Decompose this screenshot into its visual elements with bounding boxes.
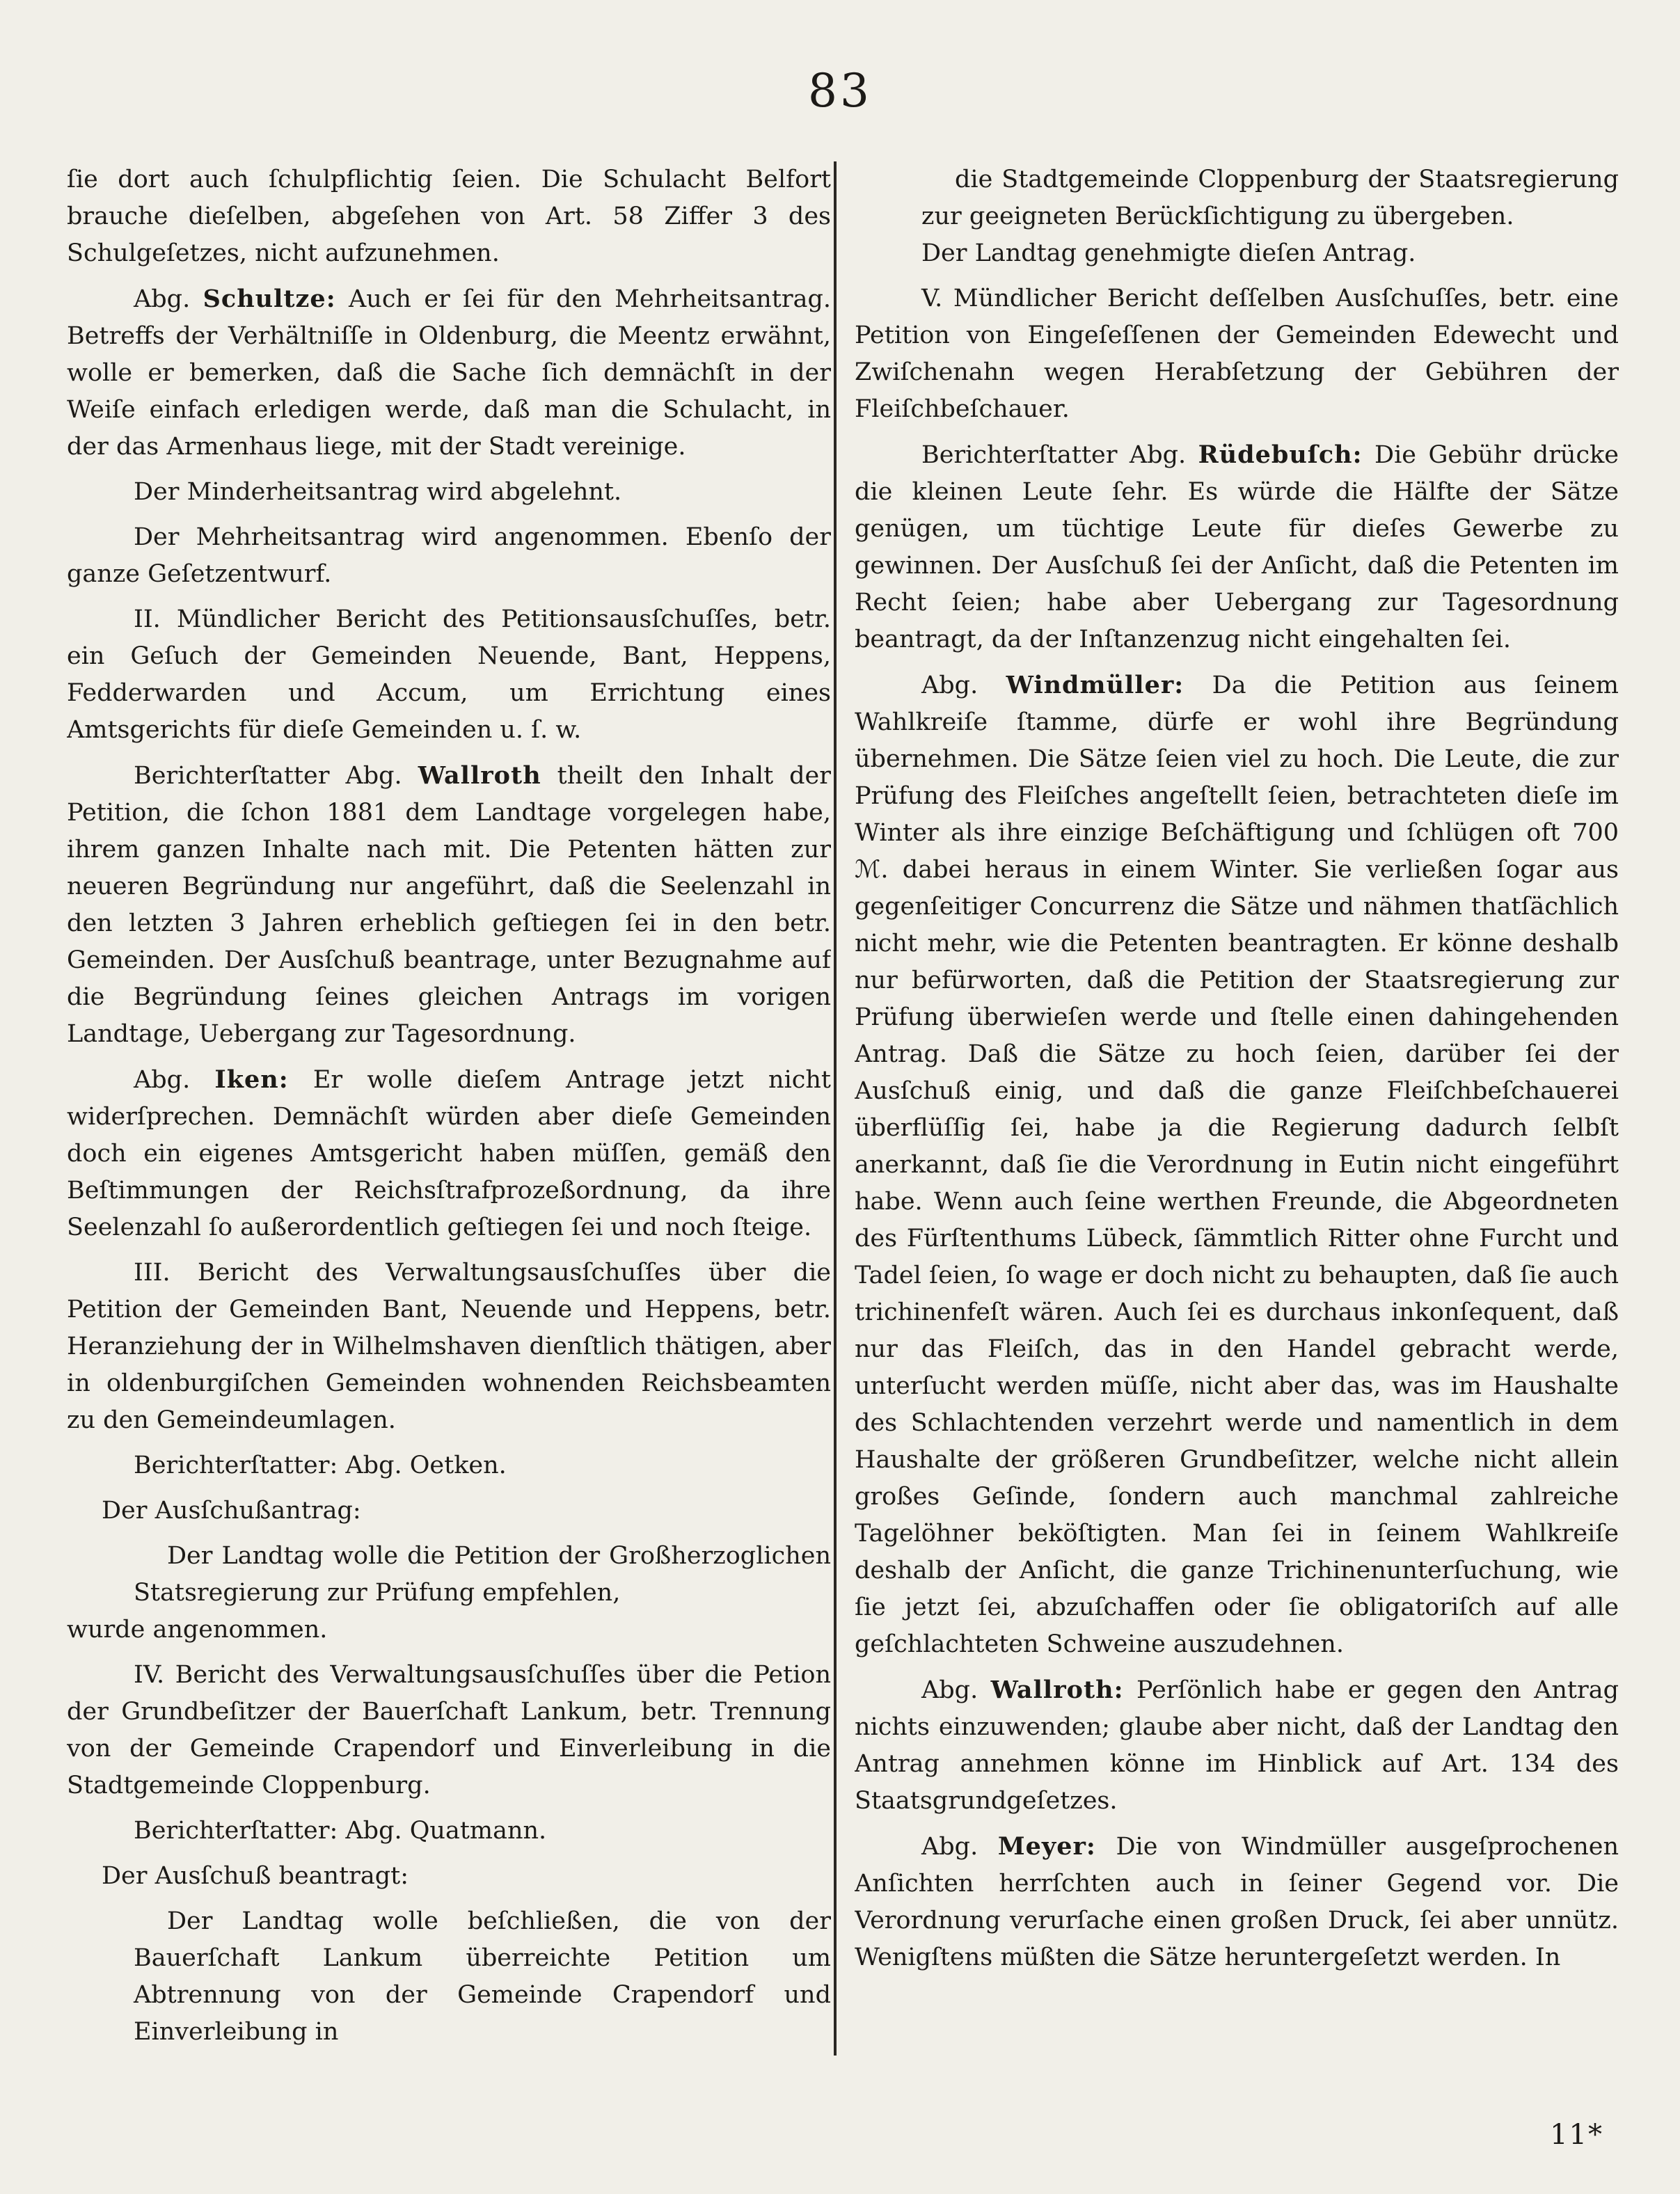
paragraph: Der Ausſchuß beantragt: (102, 1862, 409, 1890)
paragraph (855, 667, 1619, 1663)
motion-text: Der Landtag wolle die Petition der Großherzoglichen Statsregierung zur Prüfung empfehlen, (134, 1542, 831, 1607)
paragraph: Der Minderheitsantrag wird abgelehnt. (134, 478, 622, 506)
speech-text: theilt den Inhalt der Petition, die ſchon 1881 dem Landtage vorgelegen habe, ihrem ganzen Inhalte nach mit. Die Petenten hätten zur neueren Begründung nur angeführt, daß die Seelenzahl in den letzten 3 Jahren erheblich geſtiegen ſei in den betr. Gemeinden. Der Ausſchuß beantrage, unter Bezugnahme auf die Begründung ſeines gleichen Antrags im vorigen Landtage, Uebergang zur Tagesordnung. (67, 762, 831, 1048)
paragraph: ſie dort auch ſchulpflichtig ſeien. Die Schulacht Belfort brauche dieſelben, abgeſehen von Art. 58 Ziffer 3 des Schulgeſetzes, nicht aufzunehmen. (67, 166, 831, 267)
paragraph: Der Mehrheitsantrag wird angenommen. Ebenſo der ganze Geſetzentwurf. (67, 523, 831, 588)
section-heading: V. Mündlicher Bericht deſſelben Ausſchuſſes, betr. eine Petition von Eingeſeſſenen der Gemeinden Edewecht und Zwiſchenahn wegen Herabſetzung der Gebühren der Fleiſchbeſchauer. (855, 285, 1619, 423)
speaker-prefix: Abg. (921, 1676, 978, 1704)
paragraph: Der Ausſchußantrag: (102, 1497, 361, 1525)
paragraph (67, 1061, 831, 1246)
printer-signature: 11* (1550, 2119, 1603, 2151)
speech-text: Die von Windmüller ausgeſprochenen Anſichten herrſchten auch in ſeiner Gegend vor. Die Verordnung verurſache einen großen Druck, ſei aber unnütz. Wenigſtens müßten die Sätze heruntergeſetzt werden. In (855, 1833, 1619, 1971)
speaker-name: Iken: (214, 1065, 289, 1094)
speech-text: Auch er ſei für den Mehrheitsantrag. Betreffs der Verhältniſſe in Oldenburg, die Meentz erwähnt, wolle er bemerken, daß die Sache ſich demnächſt in der Weiſe einfach erledigen werde, daß man die Schulacht, in der das Armenhaus liege, mit der Stadt vereinige. (67, 285, 831, 461)
speech-text: Er wolle dieſem Antrage jetzt nicht widerſprechen. Demnächſt würden aber dieſe Gemeinden doch ein eigenes Amtsgericht haben müſſen, gemäß den Beſtimmungen der Reichsſtrafprozeßordnung, da ihre Seelenzahl ſo außerordentlich geſtiegen ſei und noch ſteige. (67, 1066, 831, 1241)
paragraph (855, 1671, 1619, 1820)
paragraph (855, 1828, 1619, 1976)
section-heading: II. Mündlicher Bericht des Petitionsausſchuſſes, betr. ein Geſuch der Gemeinden Neuende, Bant, Heppens, Fedderwarden und Accum, um Errichtung eines Amtsgerichts für dieſe Gemeinden u. ſ. w. (67, 605, 831, 744)
speaker-prefix: Abg. (921, 671, 978, 699)
paragraph (855, 436, 1619, 658)
speaker-name: Rüdebuſch: (1198, 440, 1363, 469)
speaker-name: Schultze: (203, 285, 336, 313)
section-heading: IV. Bericht des Verwaltungsausſchuſſes über die Petion der Grundbeſitzer der Bauerſchaft Lankum, betr. Trennung von der Gemeinde Crapendorf und Einverleibung in die Stadtgemeinde Cloppenburg. (67, 1661, 831, 1799)
column-divider (834, 161, 837, 2056)
speaker-name: Wallroth: (990, 1676, 1124, 1704)
reporter-line: Berichterſtatter: Abg. Oetken. (134, 1452, 507, 1479)
motion-text: Der Landtag wolle beſchließen, die von der Bauerſchaft Lankum überreichte Petition um Abtrennung von der Gemeinde Crapendorf und Einverleibung in (134, 1907, 831, 2046)
paragraph (67, 757, 831, 1053)
motion-text: die Stadtgemeinde Cloppenburg der Staatsregierung zur geeigneten Berückſichtigung zu übergeben. (921, 166, 1619, 230)
right-column (855, 161, 1619, 2068)
speaker-prefix: Abg. (921, 1833, 978, 1861)
speaker-name: Meyer: (997, 1832, 1096, 1861)
paragraph: wurde angenommen. (67, 1616, 328, 1644)
speaker-name: Windmüller: (1006, 671, 1184, 699)
page-number: 83 (808, 64, 872, 118)
section-heading: III. Bericht des Verwaltungsausſchuſſes über die Petition der Gemeinden Bant, Neuende und Heppens, betr. Heranziehung der in Wilhelmshaven dienſtlich thätigen, aber in oldenburgiſchen Gemeinden wohnenden Reichsbeamten zu den Gemeindeumlagen. (67, 1259, 831, 1434)
speaker-prefix: Berichterſtatter Abg. (134, 762, 402, 790)
left-column (67, 161, 831, 2068)
speech-text: Da die Petition aus ſeinem Wahlkreiſe ſtamme, dürfe er wohl ihre Begründung übernehmen. Die Sätze ſeien viel zu hoch. Die Leute, die zur Prüfung des Fleiſches angeſtellt ſeien, betrachteten dieſe im Winter als ihre einzige Beſchäftigung und ſchlügen oft 700 ℳ. dabei heraus in einem Winter. Sie verließen ſogar aus gegenſeitiger Concurrenz die Sätze und nähmen thatſächlich nicht mehr, wie die Petenten beantragten. Er könne deshalb nur befürworten, daß die Petition der Staatsregierung zur Prüfung überwieſen werde und ſtelle einen dahingehenden Antrag. Daß die Sätze zu hoch ſeien, darüber ſei der Ausſchuß einig, und daß die ganze Fleiſchbeſchauerei überflüſſig ſei, habe ja die Regierung dadurch ſelbſt anerkannt, daß ſie die Verordnung in Eutin nicht eingeführt habe. Wenn auch ſeine werthen Freunde, die Abgeordneten des Fürſtenthums Lübeck, ſämmtlich Ritter ohne Furcht und Tadel ſeien, ſo wage er doch nicht zu behaupten, daß ſie auch trichinenfeſt wären. Auch ſei es durchaus inkonſequent, daß nur das Fleiſch, das in den Handel gebracht werde, unterſucht werden müſſe, nicht aber das, was im Haushalte des Schlachtenden verzehrt werde und namentlich in dem Haushalte der größeren Grundbeſitzer, welche nicht allein großes Geſinde, ſondern auch manchmal zahlreiche Tagelöhner beköſtigten. Man ſei in ſeinem Wahlkreiſe deshalb der Anſicht, die ganze Trichinenunterſuchung, wie ſie jetzt ſei, abzuſchaffen oder ſie obligatoriſch auf alle geſchlachteten Schweine auszudehnen. (855, 671, 1619, 1658)
paragraph: Der Landtag genehmigte dieſen Antrag. (921, 239, 1416, 267)
speaker-name: Wallroth (418, 761, 541, 790)
speech-text: Die Gebühr drücke die kleinen Leute ſehr. Es würde die Hälfte der Sätze genügen, um tüchtige Leute für dieſes Gewerbe zu gewinnen. Der Ausſchuß ſei der Anſicht, daß die Petenten im Recht ſeien; habe aber Uebergang zur Tagesordnung beantragt, da der Inſtanzenzug nicht eingehalten ſei. (855, 441, 1619, 653)
speaker-prefix: Abg. (134, 1066, 191, 1094)
reporter-line: Berichterſtatter: Abg. Quatmann. (134, 1817, 547, 1845)
speaker-prefix: Abg. (134, 285, 191, 313)
speech-text: Perſönlich habe er gegen den Antrag nichts einzuwenden; glaube aber nicht, daß der Landtag den Antrag annehmen könne im Hinblick auf Art. 134 des Staatsgrundgeſetzes. (855, 1676, 1619, 1815)
speaker-prefix: Berichterſtatter Abg. (921, 441, 1187, 469)
paragraph (67, 280, 831, 466)
